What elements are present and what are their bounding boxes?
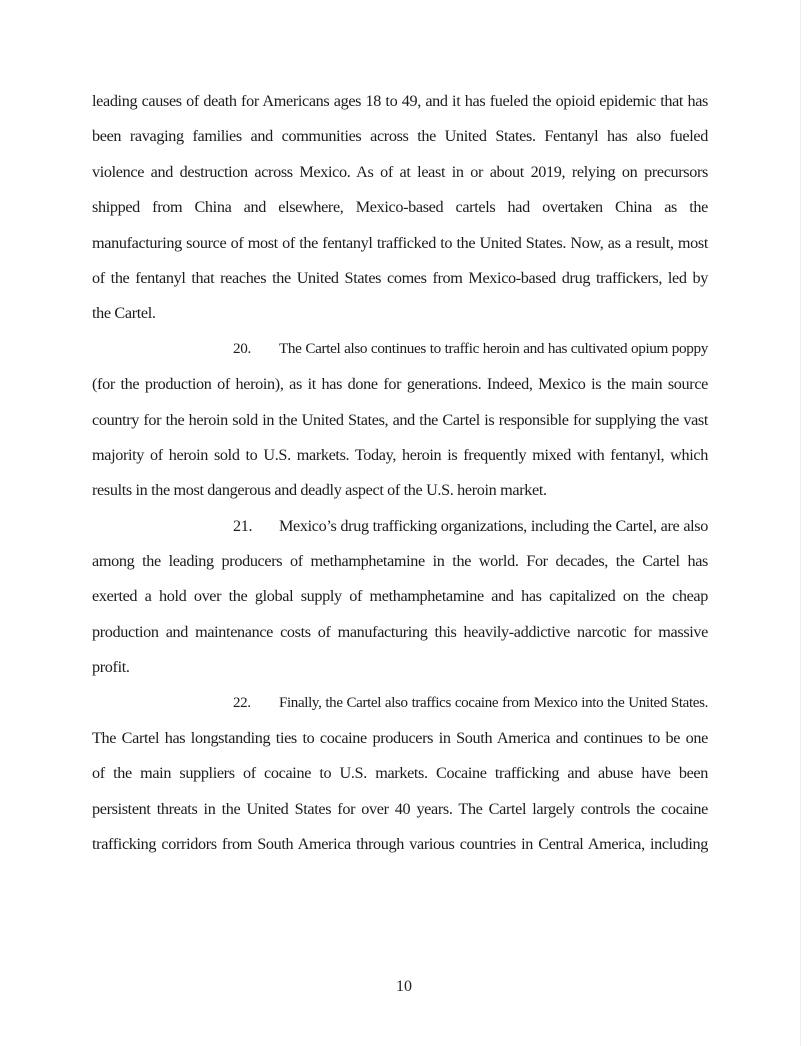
paragraph-number: 21. bbox=[233, 516, 253, 535]
text-line: The Cartel has longstanding ties to cocaine producers in South America and continues to be one bbox=[92, 729, 708, 748]
text-line: exerted a hold over the global supply of methamphetamine and has capitalized on the cheap bbox=[92, 587, 708, 606]
text-line: results in the most dangerous and deadly aspect of the U.S. heroin market. bbox=[92, 481, 547, 500]
paragraph-text: Finally, the Cartel also traffics cocaine from Mexico into the United States. bbox=[279, 694, 708, 711]
paragraph-22-first-line bbox=[92, 690, 708, 725]
page-number: 10 bbox=[396, 978, 412, 995]
text-line: profit. bbox=[92, 658, 130, 677]
text-line: country for the heroin sold in the United States, and the Cartel is responsible for supplying the vast bbox=[92, 410, 708, 429]
text-line: production and maintenance costs of manufacturing this heavily-addictive narcotic for massive bbox=[92, 622, 708, 641]
text-line: violence and destruction across Mexico. As of at least in or about 2019, relying on precursors bbox=[92, 162, 708, 181]
paragraph-21-first-line bbox=[92, 513, 708, 548]
document-body bbox=[92, 88, 708, 867]
text-line: persistent threats in the United States for over 40 years. The Cartel largely controls the cocaine bbox=[92, 799, 708, 818]
paragraph-20-first-line bbox=[92, 336, 708, 371]
paragraph-number: 22. bbox=[233, 694, 251, 711]
text-line: of the fentanyl that reaches the United States comes from Mexico-based drug traffickers, led by bbox=[92, 268, 708, 287]
text-line: trafficking corridors from South America through various countries in Central America, including bbox=[92, 835, 708, 854]
text-line: majority of heroin sold to U.S. markets. Today, heroin is frequently mixed with fentanyl, which bbox=[92, 445, 708, 464]
text-line: been ravaging families and communities across the United States. Fentanyl has also fueled bbox=[92, 127, 708, 146]
text-line: shipped from China and elsewhere, Mexico-based cartels had overtaken China as the bbox=[92, 198, 708, 217]
text-line: among the leading producers of methamphetamine in the world. For decades, the Cartel has bbox=[92, 552, 708, 571]
paragraph-text: The Cartel also continues to traffic heroin and has cultivated opium poppy bbox=[279, 339, 708, 357]
paragraph-text: Mexico’s drug trafficking organizations, including the Cartel, are also bbox=[279, 516, 708, 535]
text-line: manufacturing source of most of the fentanyl trafficked to the United States. Now, as a result, most bbox=[92, 233, 708, 252]
paragraph-number: 20. bbox=[233, 339, 251, 357]
text-line: leading causes of death for Americans ages 18 to 49, and it has fueled the opioid epidemic that has bbox=[92, 92, 708, 110]
text-line: (for the production of heroin), as it has done for generations. Indeed, Mexico is the main source bbox=[92, 375, 708, 394]
text-line: the Cartel. bbox=[92, 304, 156, 323]
page-edge-divider bbox=[800, 0, 801, 1046]
text-line: of the main suppliers of cocaine to U.S. markets. Cocaine trafficking and abuse have been bbox=[92, 764, 708, 783]
